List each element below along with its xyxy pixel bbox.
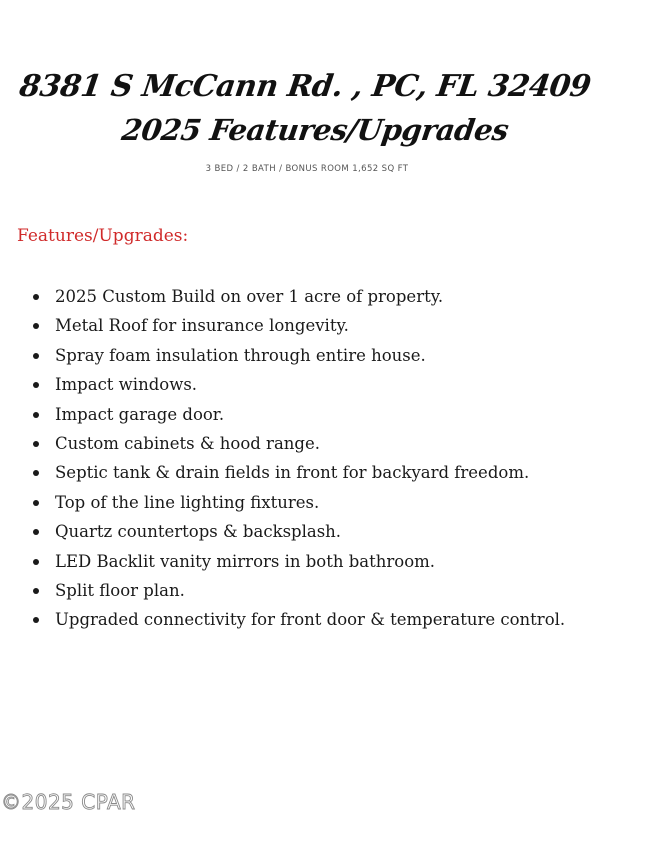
bullet-icon <box>33 559 39 565</box>
list-item <box>25 490 565 519</box>
bullet-icon <box>33 441 39 447</box>
address-title: 8381 S McCann Rd. , PC, FL 32409 <box>17 69 593 104</box>
list-item-text: Quartz countertops & backsplash. <box>55 522 342 542</box>
list-item <box>25 284 565 313</box>
list-item-text: LED Backlit vanity mirrors in both bathroom. <box>55 551 436 571</box>
copyright-watermark: ©2025 CPAR <box>1 790 136 814</box>
feature-list <box>25 284 565 637</box>
bullet-icon <box>33 617 39 623</box>
list-item-text: Impact garage door. <box>55 404 225 424</box>
list-item <box>25 549 565 578</box>
list-item-text: Split floor plan. <box>55 580 185 600</box>
list-item-text: Impact windows. <box>55 375 198 395</box>
list-item <box>25 519 565 548</box>
list-item <box>25 402 565 431</box>
bullet-icon <box>33 500 39 506</box>
list-item <box>25 607 565 636</box>
bullet-icon <box>33 294 39 300</box>
list-item <box>25 460 565 489</box>
list-item <box>25 343 565 372</box>
bullet-icon <box>33 588 39 594</box>
bullet-icon <box>33 382 39 388</box>
list-item-text: Top of the line lighting fixtures. <box>55 492 320 512</box>
list-item-text: Septic tank & drain fields in front for backyard freedom. <box>55 463 530 483</box>
list-item-text: Upgraded connectivity for front door & temperature control. <box>55 610 566 630</box>
list-item <box>25 431 565 460</box>
list-item-text: 2025 Custom Build on over 1 acre of property. <box>55 287 444 306</box>
bullet-icon <box>33 323 39 329</box>
title-block <box>0 62 650 145</box>
list-item-text: Custom cabinets & hood range. <box>55 433 320 453</box>
bullet-icon <box>33 353 39 359</box>
section-heading: Features/Upgrades: <box>17 226 189 246</box>
property-specs: 3 BED / 2 BATH / BONUS ROOM 1,652 SQ FT <box>205 164 409 174</box>
bullet-icon <box>33 470 39 476</box>
bullet-icon <box>33 412 39 418</box>
list-item-text: Spray foam insulation through entire house. <box>55 345 426 365</box>
list-item <box>25 372 565 401</box>
list-item <box>25 313 565 342</box>
bullet-icon <box>33 529 39 535</box>
list-item <box>25 578 565 607</box>
features-title: 2025 Features/Upgrades <box>119 113 511 147</box>
list-item-text: Metal Roof for insurance longevity. <box>55 316 349 336</box>
